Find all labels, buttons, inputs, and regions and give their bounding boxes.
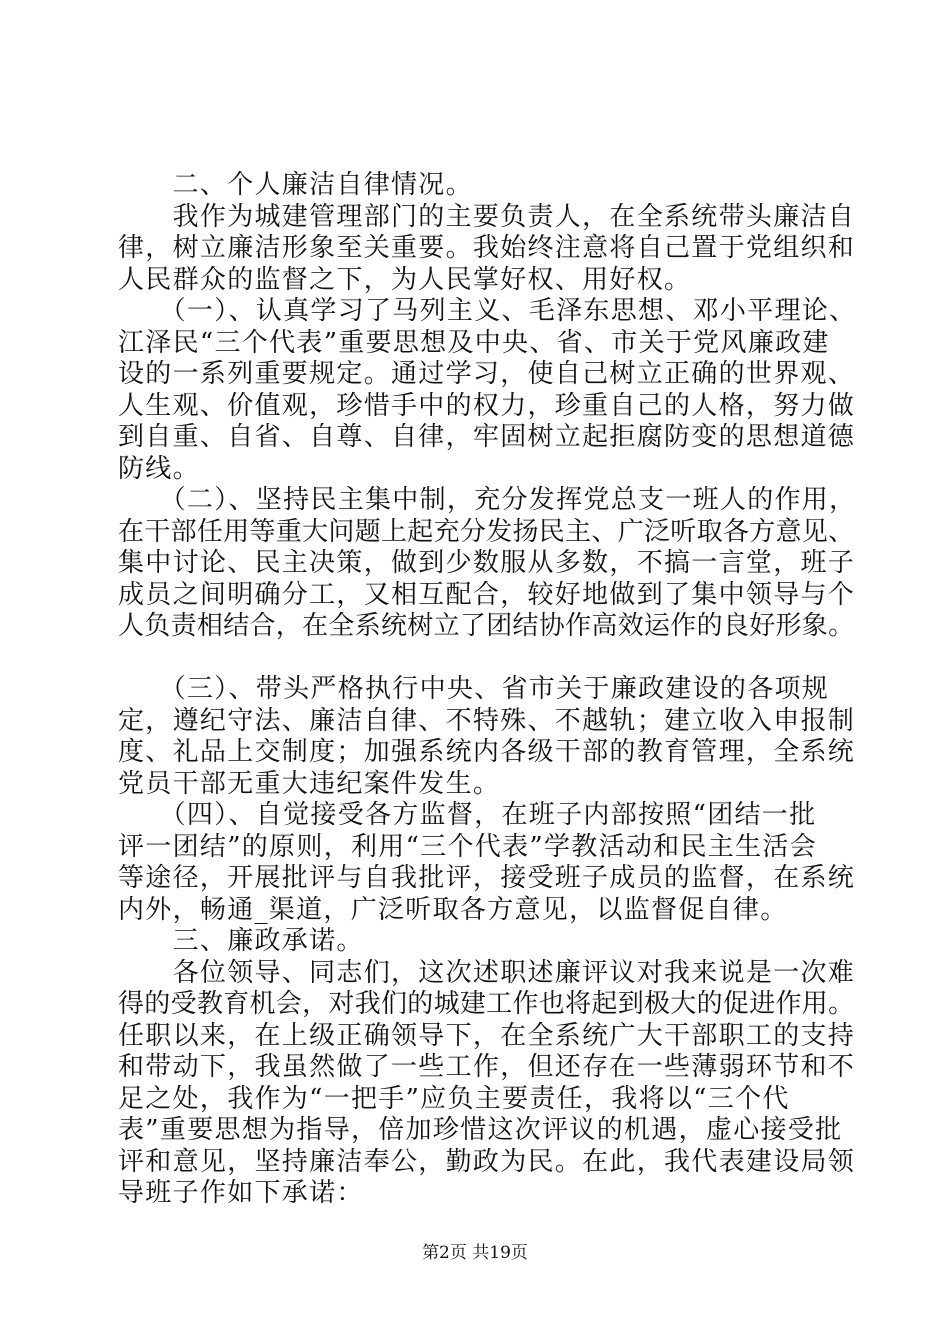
text-line: 在干部任用等重大问题上起充分发扬民主、广泛听取各方意见、 [118,516,855,547]
text-line: 我作为城建管理部门的主要负责人，在全系统带头廉洁自 [118,201,856,232]
text-line: 到自重、自省、自尊、自律，牢固树立起拒腐防变的思想道德 [118,422,856,452]
text-line: 律，树立廉洁形象至关重要。我始终注意将自己置于党组织和 [118,233,856,263]
page-footer: 第2页 共19页 [422,1243,528,1263]
text-line: 人生观、价值观，珍惜手中的权力，珍重自己的人格，努力做 [118,390,856,421]
text-line: 集中讨论、民主决策，做到少数服从多数，不搞一言堂，班子 [118,548,856,578]
text-line: （四）、自觉接受各方监督，在班子内部按照“团结一批 [118,800,817,830]
text-line: 各位领导、同志们，这次述职述廉评议对我来说是一次难 [118,957,856,988]
text-line: 任职以来，在上级正确领导下，在全系统广大干部职工的支持 [118,1020,856,1051]
text-line: 表”重要思想为指导，倍加珍惜这次评议的机遇，虚心接受批 [118,1115,843,1145]
text-line: 评一团结”的原则，利用“三个代表”学教活动和民主生活会 [118,831,817,862]
text-line: （三）、带头严格执行中央、省市关于廉政建设的各项规 [118,674,830,704]
text-line: 成员之间明确分工，又相互配合，较好地做到了集中领导与个 [118,579,856,610]
text-line: 三、廉政承诺。 [118,926,364,956]
text-line: （一）、认真学习了马列主义、毛泽东思想、邓小平理论、 [118,296,857,326]
text-line: 定，遵纪守法、廉洁自律、不特殊、不越轨；建立收入申报制 [118,705,856,736]
text-line: 江泽民“三个代表”重要思想及中央、省、市关于党风廉政建 [118,327,830,358]
text-line: 足之处，我作为“一把手”应负主要责任，我将以“三个代 [118,1083,790,1114]
text-line: 人负责相结合，在全系统树立了团结协作高效运作的良好形象。 [118,611,855,641]
text-line: 得的受教育机会，对我们的城建工作也将起到极大的促进作用。 [118,989,855,1019]
document-body [118,170,858,1210]
text-line: 评和意见，坚持廉洁奉公，勤政为民。在此，我代表建设局领 [118,1146,856,1177]
text-line: （二）、坚持民主集中制，充分发挥党总支一班人的作用， [118,485,857,515]
text-line: 人民群众的监督之下，为人民掌好权、用好权。 [118,264,692,295]
text-line: 等途径，开展批评与自我批评，接受班子成员的监督，在系统 [118,863,856,893]
text-line: 内外，畅通_渠道，广泛听取各方意见，以监督促自律。 [118,894,788,925]
text-line: 二、个人廉洁自律情况。 [118,170,473,200]
text-line: 和带动下，我虽然做了一些工作，但还存在一些薄弱环节和不 [118,1052,856,1082]
text-line: 度、礼品上交制度；加强系统内各级干部的教育管理，全系统 [118,737,856,767]
text-line: 防线。 [118,453,200,484]
text-line: 党员干部无重大违纪案件发生。 [118,768,501,799]
blank-line [118,643,858,675]
text-line: 设的一系列重要规定。通过学习，使自己树立正确的世界观、 [118,359,856,389]
text-line: 导班子作如下承诺： [118,1178,364,1208]
